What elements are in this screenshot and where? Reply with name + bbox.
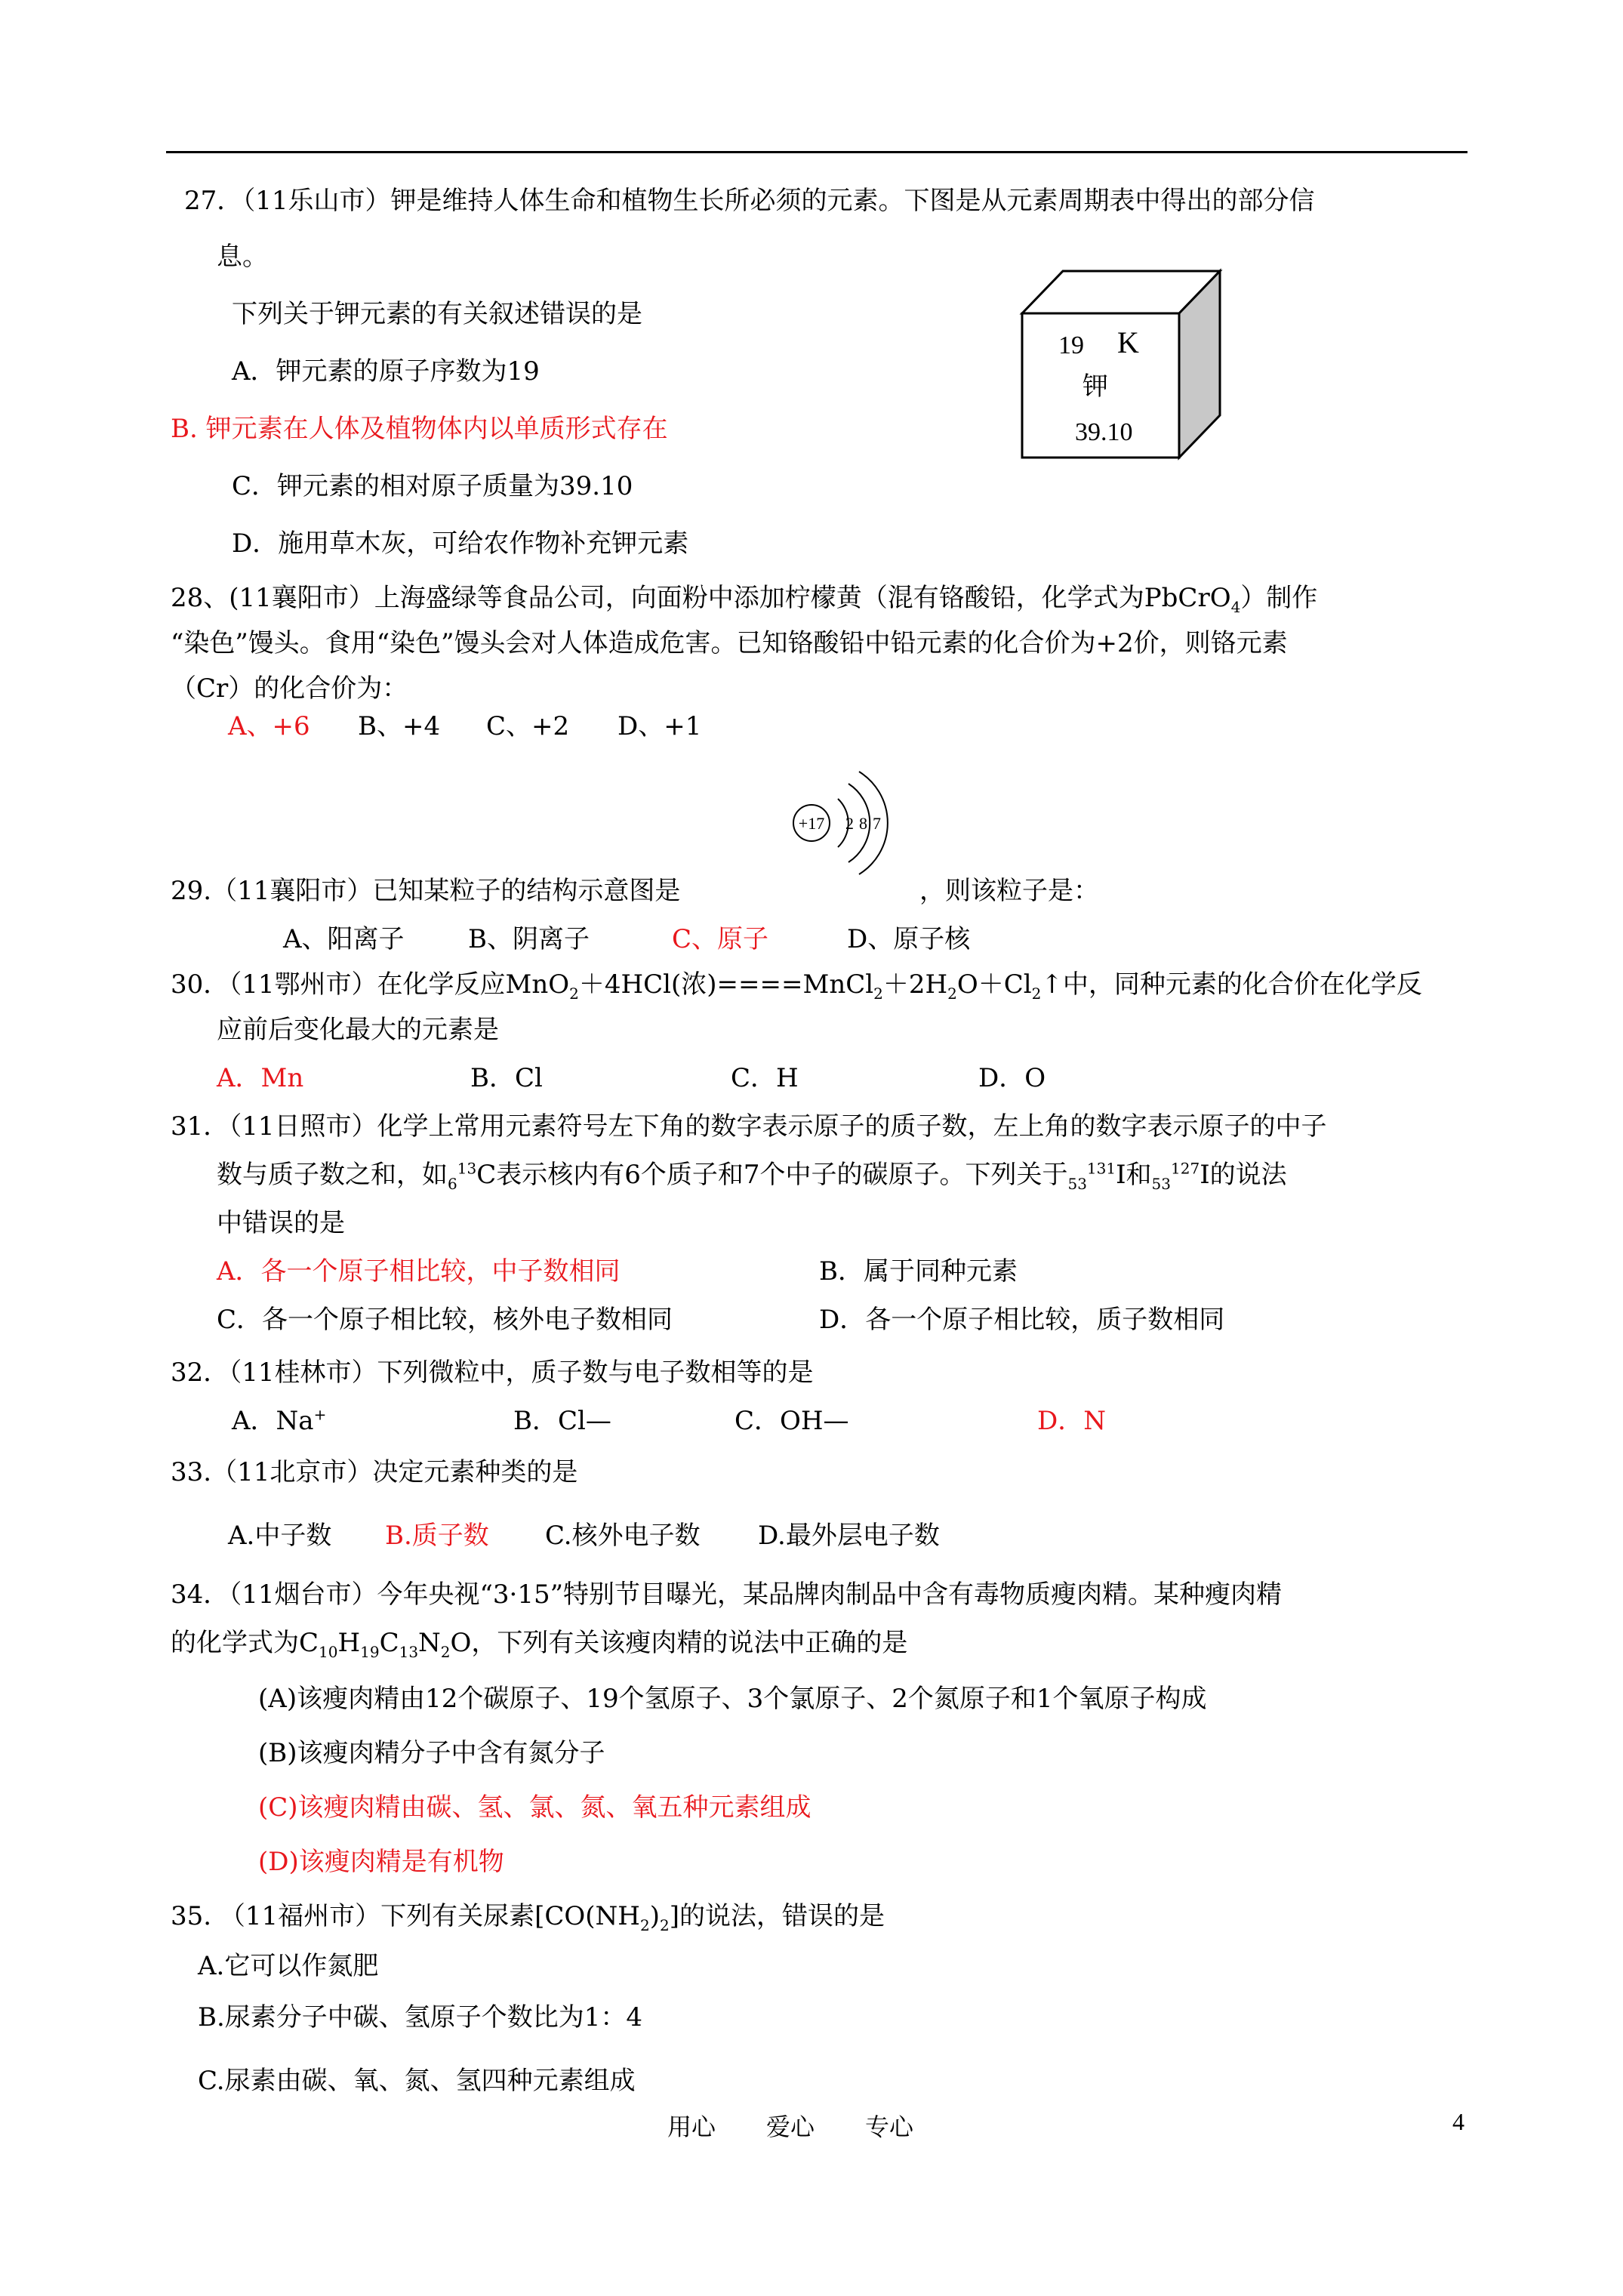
q31-line1: 31．（11日照市）化学上常用元素符号左下角的数字表示原子的质子数，左上角的数字表示原子的中子 bbox=[171, 1111, 1327, 1142]
q33-option-b: B.质子数 bbox=[385, 1521, 489, 1551]
page-number: 4 bbox=[1452, 2108, 1464, 2135]
q28-option-b: B、+4 bbox=[358, 711, 441, 741]
q27-option-b: B. 钾元素在人体及植物体内以单质形式存在 bbox=[171, 414, 668, 444]
q35-line1: 35. （11福州市）下列有关尿素$[CO(NH_2)_2]$的说法，错误的是 bbox=[171, 1901, 885, 1934]
q34-option-c: (C)该瘦肉精由碳、氢、氯、氮、氧五种元素组成 bbox=[258, 1792, 812, 1823]
q30-option-c: C．H bbox=[731, 1063, 799, 1093]
q30-option-b: B．Cl bbox=[470, 1063, 543, 1093]
q35-option-a: A.它可以作氮肥 bbox=[198, 1951, 379, 1981]
q32-option-b: B．Cl— bbox=[513, 1406, 611, 1436]
q33-option-d: D.最外层电子数 bbox=[758, 1521, 940, 1551]
q32-line1: 32．（11桂林市）下列微粒中，质子数与电子数相等的是 bbox=[171, 1358, 814, 1388]
q28-line3: （Cr）的化合价为： bbox=[171, 673, 408, 704]
element-name: 钾 bbox=[1083, 371, 1108, 402]
shell-2-electrons: 8 bbox=[859, 814, 867, 833]
shell-1-electrons: 2 bbox=[845, 814, 854, 833]
q29-option-c: C、原子 bbox=[672, 924, 769, 954]
element-mass: 39.10 bbox=[1075, 418, 1133, 446]
q31-option-b: B．属于同种元素 bbox=[819, 1256, 1018, 1287]
q30-option-a: A．Mn bbox=[217, 1063, 304, 1093]
q31-line3: 中错误的是 bbox=[217, 1208, 345, 1238]
q28-option-a: A、+6 bbox=[228, 711, 310, 741]
q32-option-d: D．N bbox=[1037, 1406, 1107, 1436]
q27-option-c: C．钾元素的相对原子质量为39.10 bbox=[232, 471, 633, 501]
q33-option-c: C.核外电子数 bbox=[545, 1521, 701, 1551]
element-number: 19 bbox=[1058, 331, 1084, 359]
q34-option-b: (B)该瘦肉精分子中含有氮分子 bbox=[258, 1738, 605, 1768]
nucleus-charge: +17 bbox=[798, 814, 825, 833]
q29-option-b: B、阴离子 bbox=[468, 924, 590, 954]
q30-line1: 30．（11鄂州市）在化学反应MnO$_2$＋4HCl(浓)$====MnCl_2+2H_2O+Cl_2↑$中，同种元素的化合价在化学反 bbox=[171, 969, 1422, 1003]
element-symbol: K bbox=[1117, 325, 1139, 359]
potassium-element-cube bbox=[1019, 268, 1223, 461]
q29-line1b: ，则该粒子是： bbox=[919, 876, 1099, 906]
q32-option-c: C．OH— bbox=[735, 1406, 849, 1436]
q35-option-b: B.尿素分子中碳、氢原子个数比为1：4 bbox=[198, 2002, 643, 2032]
q35-option-c: C.尿素由碳、氧、氮、氢四种元素组成 bbox=[198, 2066, 636, 2096]
q28-line1: 28、(11襄阳市）上海盛绿等食品公司，向面粉中添加柠檬黄（混有铬酸铅，化学式为PbCrO$_4$）制作 bbox=[171, 583, 1318, 616]
q34-line1: 34．（11烟台市）今年央视“3·15”特别节目曝光，某品牌肉制品中含有毒物质瘦肉精。某种瘦肉精 bbox=[171, 1579, 1282, 1610]
q29-option-d: D、原子核 bbox=[847, 924, 971, 954]
q28-option-c: C、+2 bbox=[486, 711, 570, 741]
footer-text-2: 爱心 bbox=[766, 2113, 815, 2141]
q31-option-c: C．各一个原子相比较，核外电子数相同 bbox=[217, 1305, 673, 1335]
q27-option-d: D．施用草木灰，可给农作物补充钾元素 bbox=[232, 529, 689, 559]
q27-line2: 息。 bbox=[217, 242, 268, 272]
atom-structure-diagram bbox=[784, 755, 897, 891]
q27-option-a: A．钾元素的原子序数为19 bbox=[232, 356, 540, 387]
q31-option-a: A．各一个原子相比较，中子数相同 bbox=[217, 1256, 621, 1287]
q34-line2: 的化学式为$C_{10}H_{19}C_{13}N_2O$，下列有关该瘦肉精的说法中正确的是 bbox=[171, 1628, 908, 1661]
q28-option-d: D、+1 bbox=[617, 711, 702, 741]
shell-3-electrons: 7 bbox=[873, 814, 881, 833]
q30-line2: 应前后变化最大的元素是 bbox=[217, 1015, 499, 1045]
q27-line1: 27．（11乐山市）钾是维持人体生命和植物生长所必须的元素。下图是从元素周期表中得出的部分信 bbox=[184, 186, 1315, 216]
q29-option-a: A、阳离子 bbox=[283, 924, 405, 954]
q30-option-d: D．O bbox=[978, 1063, 1046, 1093]
header-rule bbox=[166, 151, 1467, 153]
q31-line2: 数与质子数之和，如$_6^{13}$C表示核内有6个质子和7个中子的碳原子。下列关于$_{53}^{131}$I和$_{53}^{127}$I的说法 bbox=[217, 1159, 1287, 1193]
q32-option-a: A．Na+ bbox=[232, 1405, 327, 1436]
q33-line1: 33.（11北京市）决定元素种类的是 bbox=[171, 1457, 578, 1487]
q34-option-a: (A)该瘦肉精由12个碳原子、19个氢原子、3个氯原子、2个氮原子和1个氧原子构成 bbox=[258, 1684, 1207, 1714]
footer-text-1: 用心 bbox=[667, 2113, 716, 2141]
q34-option-d: (D)该瘦肉精是有机物 bbox=[258, 1847, 504, 1877]
footer-text-3: 专心 bbox=[865, 2113, 914, 2141]
q27-stem: 下列关于钾元素的有关叙述错误的是 bbox=[232, 299, 642, 329]
q33-option-a: A.中子数 bbox=[228, 1521, 332, 1551]
q29-line1a: 29.（11襄阳市）已知某粒子的结构示意图是 bbox=[171, 876, 681, 906]
q28-line2: “染色”馒头。食用“染色”馒头会对人体造成危害。已知铬酸铅中铅元素的化合价为+2价，则铬元素 bbox=[171, 628, 1288, 658]
q31-option-d: D．各一个原子相比较，质子数相同 bbox=[819, 1305, 1225, 1335]
